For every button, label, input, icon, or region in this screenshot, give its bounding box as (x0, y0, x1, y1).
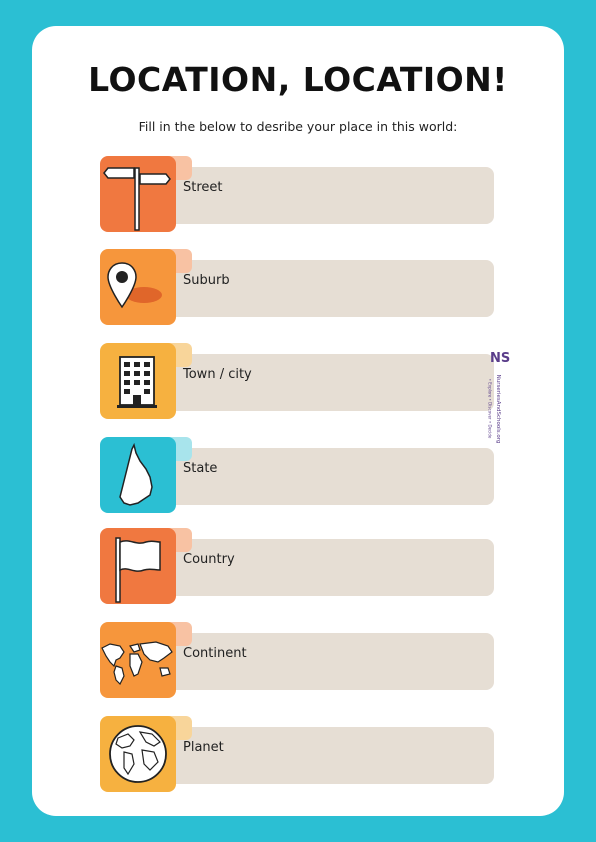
row-street (100, 156, 494, 234)
continent-field[interactable] (144, 633, 494, 690)
row-town-city (100, 343, 494, 421)
globe-icon (100, 716, 176, 792)
planet-label: Planet (183, 740, 224, 755)
street-field[interactable] (144, 167, 494, 224)
planet-field[interactable] (144, 727, 494, 784)
suburb-label: Suburb (183, 273, 230, 288)
row-continent (100, 622, 494, 700)
continent-label: Continent (183, 646, 247, 661)
state-field[interactable] (144, 448, 494, 505)
state-map-icon (100, 437, 176, 513)
flag-icon (100, 528, 176, 604)
town-city-field[interactable] (144, 354, 494, 411)
town-city-label: Town / city (183, 367, 252, 382)
page-title: LOCATION, LOCATION! (88, 60, 508, 99)
street-label: Street (183, 180, 223, 195)
logo-site-text: NurseriesAndSchools.org (495, 374, 501, 444)
row-planet (100, 716, 494, 794)
page-subtitle: Fill in the below to desribe your place in this world: (138, 119, 458, 134)
world-map-icon (100, 622, 176, 698)
suburb-field[interactable] (144, 260, 494, 317)
country-label: Country (183, 552, 235, 567)
brand-logo (487, 348, 511, 460)
state-label: State (183, 461, 218, 476)
worksheet-card (32, 26, 564, 816)
logo-letters: NS (490, 351, 511, 366)
row-suburb (100, 249, 494, 327)
country-field[interactable] (144, 539, 494, 596)
signpost-icon (100, 156, 176, 232)
row-state (100, 437, 494, 515)
map-pin-icon (100, 249, 176, 325)
logo-tagline: • Explore • Discover • Decide (487, 378, 493, 439)
row-country (100, 528, 494, 606)
building-icon (100, 343, 176, 419)
